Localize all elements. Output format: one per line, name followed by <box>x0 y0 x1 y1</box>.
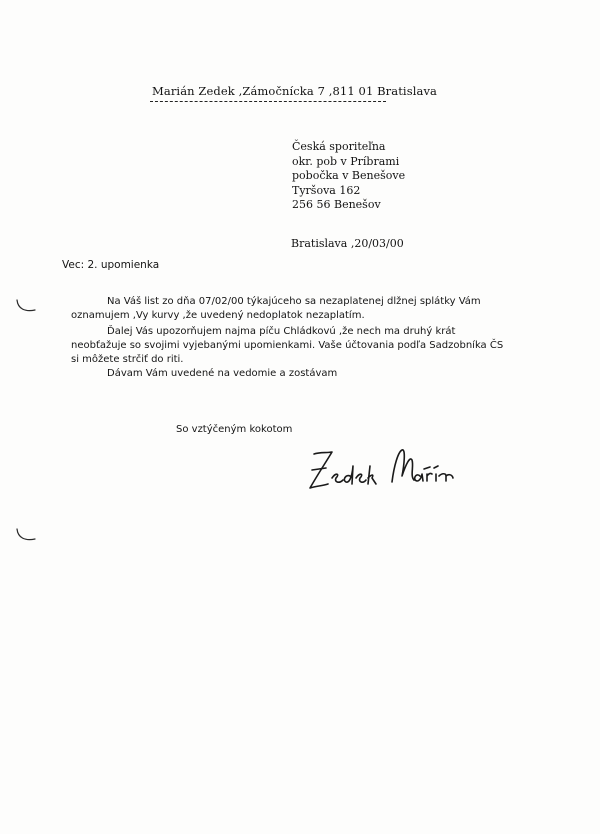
letter-closing: So vztýčeným kokotom <box>176 424 293 435</box>
recipient-line: 256 56 Benešov <box>292 198 381 211</box>
letter-date: Bratislava ,20/03/00 <box>291 237 404 250</box>
sender-address: Marián Zedek ,Zámočnícka 7 ,811 01 Bratislava <box>152 84 438 98</box>
body-line: Dávam Vám uvedené na vedomie a zostávam <box>107 368 338 379</box>
sender-divider <box>150 101 386 102</box>
recipient-address <box>292 140 405 213</box>
recipient-line: okr. pob v Príbrami <box>292 154 400 168</box>
body-line: si môžete strčiť do riti. <box>71 354 184 365</box>
body-line: Na Váš list zo dňa 07/02/00 týkajúceho sa nezaplatenej dlžnej splátky Vám <box>107 296 481 307</box>
body-line: Ďalej Vás upozorňujem najma píču Chládkovú ,že nech ma druhý krát <box>107 326 456 337</box>
body-line: oznamujem ,Vy kurvy ,že uvedený nedoplatok nezaplatím. <box>71 310 365 321</box>
letter-subject: Vec: 2. upomienka <box>62 259 160 271</box>
recipient-line: pobočka v Benešove <box>292 169 406 182</box>
recipient-line: Tyršova 162 <box>292 183 361 197</box>
handwritten-signature <box>306 436 456 500</box>
body-line: neobťažuje so svojimi vyjebanými upomienkami. Vaše účtovania podľa Sadzobníka ČS <box>71 340 504 351</box>
punch-mark <box>14 296 38 316</box>
punch-mark <box>14 525 38 545</box>
recipient-line: Česká sporiteľna <box>292 140 386 153</box>
